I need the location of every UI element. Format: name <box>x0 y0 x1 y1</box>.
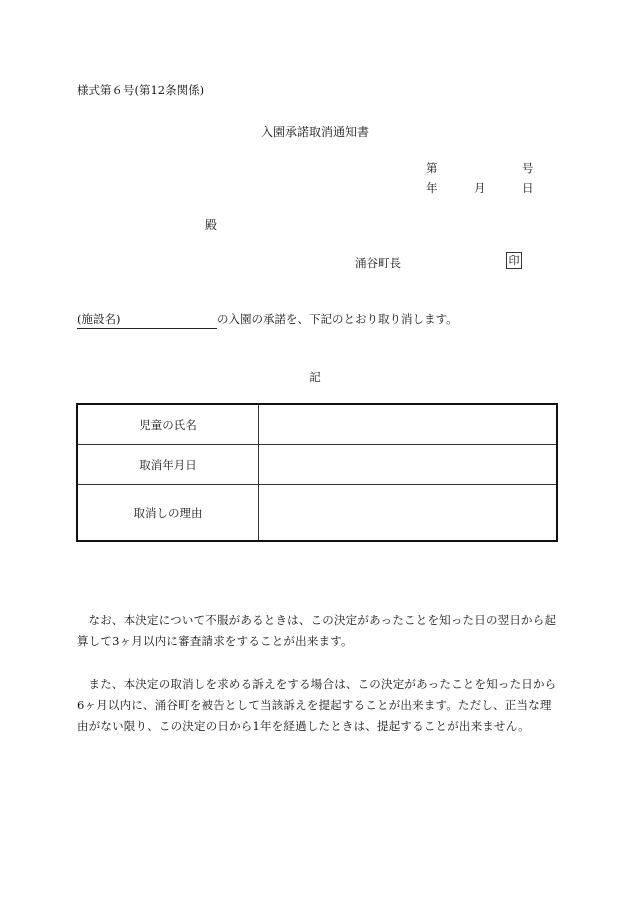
ki-heading: 記 <box>309 370 321 384</box>
table-row <box>77 485 557 542</box>
date-year: 年 <box>426 181 438 195</box>
lawsuit-notice-paragraph: また、本決定の取消しを求める訴えをする場合は、この決定があったことを知った日から6ヶ月以内に、涌谷町を被告として当該訴えを提起することが出来ます。ただし、正当な理由がない限り、この決定の日から1年を経過したときは、提起することが出来ません。 <box>77 677 557 733</box>
table-row <box>77 404 557 445</box>
table-row <box>77 445 557 485</box>
document-title: 入園承諾取消通知書 <box>260 125 369 139</box>
cancel-date-value <box>259 445 558 485</box>
seal-mark: 印 <box>506 252 522 269</box>
facility-name-label: (施設名) <box>77 311 217 329</box>
facility-statement <box>77 311 458 329</box>
child-name-value <box>259 404 558 445</box>
issuer-name: 涌谷町長 <box>355 256 401 270</box>
facility-statement-text: の入園の承諾を、下記のとおり取り消します。 <box>217 312 458 326</box>
appeal-notice-paragraph: なお、本決定について不服があるときは、この決定があったことを知った日の翌日から起算して3ヶ月以内に審査請求をすることが出来ます。 <box>77 613 557 648</box>
number-prefix: 第 <box>426 161 438 175</box>
date-day: 日 <box>522 181 534 195</box>
cancel-reason-label: 取消しの理由 <box>77 485 259 542</box>
addressee-suffix: 殿 <box>205 218 218 232</box>
number-suffix: 号 <box>522 161 534 175</box>
cancel-date-label: 取消年月日 <box>77 445 259 485</box>
cancel-reason-value <box>259 485 558 542</box>
child-name-label: 児童の氏名 <box>77 404 259 445</box>
cancellation-details-table <box>76 403 558 542</box>
form-number: 様式第６号(第12条関係) <box>77 83 205 97</box>
date-month: 月 <box>474 181 486 195</box>
